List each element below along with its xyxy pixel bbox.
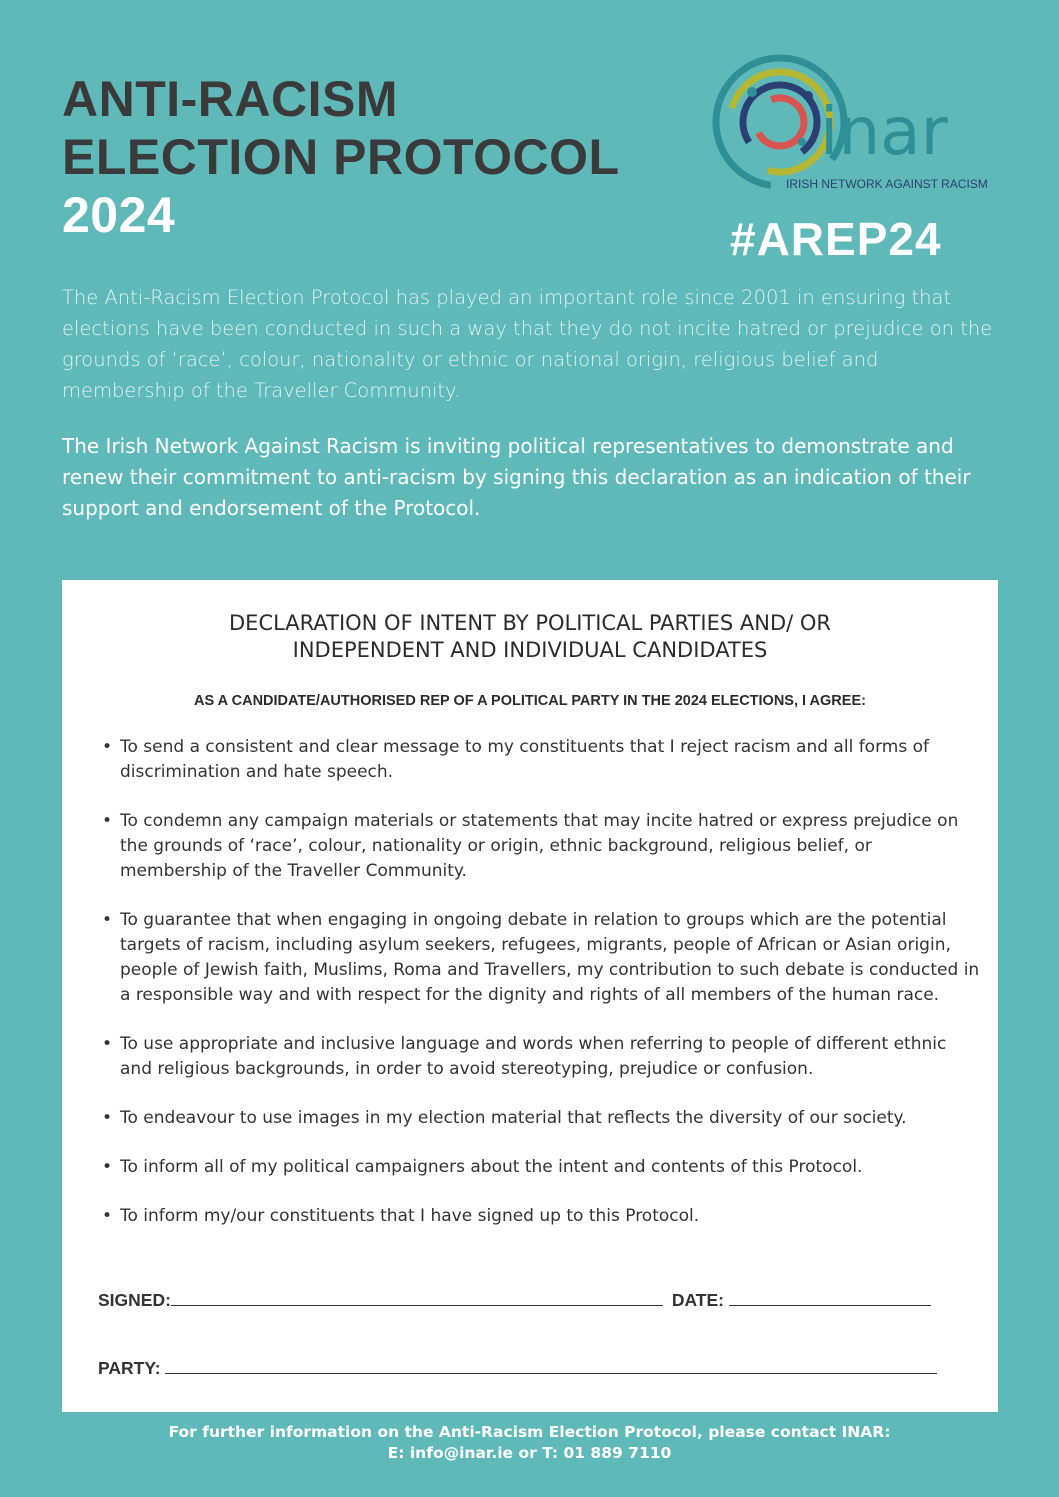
date-field[interactable] xyxy=(729,1304,931,1306)
signed-field[interactable] xyxy=(171,1304,663,1306)
page-title xyxy=(62,70,620,244)
signed-label: SIGNED: xyxy=(98,1290,171,1310)
party-label: PARTY: xyxy=(98,1358,161,1378)
pledge-item xyxy=(102,1155,982,1180)
invitation-paragraph: The Irish Network Against Racism is inviting political representatives to demonstrate and renew their commitment to anti-racism by signing this declaration as an indication of their support and endorsement of the Protocol. xyxy=(62,434,971,520)
bullet-icon: • xyxy=(102,811,113,831)
declaration-card xyxy=(62,580,998,1412)
pledge-text: To guarantee that when engaging in ongoing debate in relation to groups which are the potential targets of racism, including asylum seekers, refugees, migrants, people of African or Asian origin, people of Jewish faith, Muslims, Roma and Travellers, my contribution to such debate is conducted in a responsible way and with respect for the dignity and rights of all members of the human race. xyxy=(120,910,980,1005)
bullet-icon: • xyxy=(102,737,113,757)
pledge-item xyxy=(102,1204,982,1229)
pledge-item xyxy=(102,908,982,1008)
title-line-2: ELECTION PROTOCOL xyxy=(62,129,620,185)
footer-line-2: E: info@inar.ie or T: 01 889 7110 xyxy=(387,1444,672,1462)
title-line-1: ANTI-RACISM xyxy=(62,71,399,127)
pledge-text: To inform my/our constituents that I have signed up to this Protocol. xyxy=(120,1206,700,1226)
declaration-heading-line-1: DECLARATION OF INTENT BY POLITICAL PARTIES AND/ OR xyxy=(229,611,831,635)
date-label: DATE: xyxy=(671,1290,724,1310)
pledge-item xyxy=(102,1032,982,1082)
inar-logo-icon xyxy=(708,52,1008,197)
pledge-item xyxy=(102,1106,982,1131)
bullet-icon: • xyxy=(102,910,113,930)
hashtag: #AREP24 xyxy=(730,213,942,265)
bullet-icon: • xyxy=(102,1206,113,1226)
footer-line-1: For further information on the Anti-Racism Election Protocol, please contact INAR: xyxy=(168,1423,891,1441)
bullet-icon: • xyxy=(102,1108,113,1128)
pledge-item xyxy=(102,735,982,785)
footer-contact xyxy=(0,1422,1059,1464)
declaration-heading-line-2: INDEPENDENT AND INDIVIDUAL CANDIDATES xyxy=(292,638,768,662)
signature-row xyxy=(98,1290,931,1311)
inar-logo xyxy=(708,52,1008,197)
party-field[interactable] xyxy=(165,1372,937,1374)
pledge-item xyxy=(102,809,982,884)
logo-tagline: IRISH NETWORK AGAINST RACISM xyxy=(786,177,988,191)
bullet-icon: • xyxy=(102,1034,113,1054)
pledge-text: To inform all of my political campaigners about the intent and contents of this Protocol. xyxy=(120,1157,863,1177)
pledge-list xyxy=(102,735,982,1229)
pledge-text: To send a consistent and clear message to my constituents that I reject racism and all forms of discrimination and hate speech. xyxy=(120,737,929,782)
intro-paragraph: The Anti-Racism Election Protocol has played an important role since 2001 in ensuring that elections have been conducted in such a way that they do not incite hatred or prejudice on the grounds of ‘race’, colour, nationality or ethnic or national origin, religious belief and membership of the Traveller Community. xyxy=(62,286,993,402)
declaration-heading xyxy=(62,610,998,664)
bullet-icon: • xyxy=(102,1157,113,1177)
pledge-text: To condemn any campaign materials or statements that may incite hatred or express prejudice on the grounds of ‘race’, colour, nationality or origin, ethnic background, religious belief, or membership of the Traveller Community. xyxy=(120,811,959,881)
party-row xyxy=(98,1358,937,1379)
title-line-3: 2024 xyxy=(62,187,176,243)
pledge-text: To endeavour to use images in my election material that reflects the diversity of our society. xyxy=(120,1108,907,1128)
declaration-subheading: AS A CANDIDATE/AUTHORISED REP OF A POLITICAL PARTY IN THE 2024 ELECTIONS, I AGREE: xyxy=(194,693,866,709)
pledge-text: To use appropriate and inclusive language and words when referring to people of different ethnic and religious backgrounds, in order to avoid stereotyping, prejudice or confusion. xyxy=(120,1034,947,1079)
logo-wordmark: inar xyxy=(820,93,948,170)
